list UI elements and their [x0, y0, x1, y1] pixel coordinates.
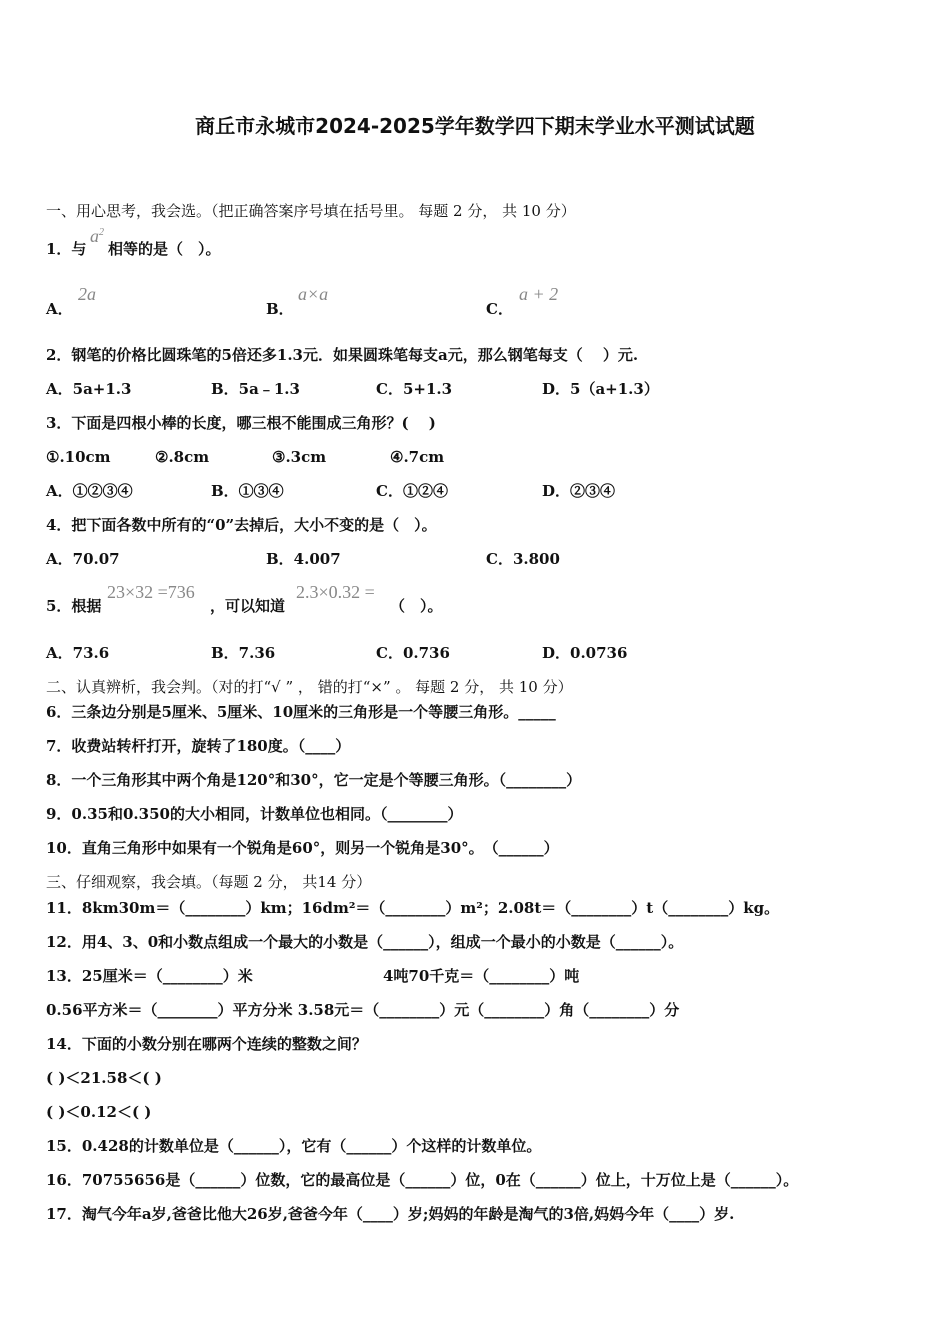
q12-text: 12．用4、3、0和小数点组成一个最大的小数是（______），组成一个最小的小数是（______）。 [46, 933, 684, 951]
q4-option-a: A．70.07 [46, 550, 120, 568]
q3-stick-4: ④.7cm [390, 448, 445, 466]
q2-option-d: D．5（a+1.3） [542, 380, 659, 398]
q4-option-b: B．4.007 [266, 550, 341, 568]
q3-option-b: B．①③④ [211, 482, 284, 500]
q13-part-a: 13．25厘米＝（________）米 [46, 967, 253, 985]
q3-option-a: A．①②③④ [46, 482, 133, 500]
q5-option-a: A．73.6 [46, 644, 110, 662]
q17-text: 17．淘气今年a岁,爸爸比他大26岁,爸爸今年（____）岁;妈妈的年龄是淘气的3倍,妈妈今年（____）岁. [46, 1205, 735, 1223]
q5-suffix: （ ）。 [390, 597, 443, 615]
q11-text: 11．8km30m＝（________）km；16dm²＝（________）m²；2.08t＝（________）t（________）kg。 [46, 899, 780, 917]
q1-prefix: 1．与 [46, 240, 87, 258]
q3-option-d: D．②③④ [542, 482, 616, 500]
q6-text: 6．三条边分别是5厘米、5厘米、10厘米的三角形是一个等腰三角形。_____ [46, 703, 556, 721]
q14-part-b: ( )＜0.12＜( ) [46, 1103, 152, 1121]
q10-text: 10．直角三角形中如果有一个锐角是60°，则另一个锐角是30°。 （______） [46, 839, 559, 857]
q14-part-a: ( )＜21.58＜( ) [46, 1069, 162, 1087]
q1-option-c-label: C． [486, 300, 513, 318]
q5-option-d: D．0.0736 [542, 644, 628, 662]
q15-text: 15．0.428的计数单位是（______），它有（______）个这样的计数单位。 [46, 1137, 542, 1155]
q1-option-a-label: A． [46, 300, 73, 318]
q3-stick-1: ①.10cm [46, 448, 111, 466]
q2-option-b: B．5a﹣1.3 [211, 380, 300, 398]
q5-formula-2: 2.3×0.32 = [296, 582, 375, 602]
section-2-heading: 二、认真辨析，我会判。（对的打“√ ” ， 错的打“×” 。 每题 2 分， 共 10 分） [46, 678, 573, 696]
q4-option-c: C．3.800 [486, 550, 560, 568]
q5-prefix: 5．根据 [46, 597, 102, 615]
q3-stick-3: ③.3cm [272, 448, 327, 466]
q1-suffix: 相等的是（ ）。 [108, 240, 221, 258]
q5-option-c: C．0.736 [376, 644, 450, 662]
q2-option-c: C．5+1.3 [376, 380, 453, 398]
q1-option-a-formula: 2a [78, 284, 96, 304]
q1-option-b-label: B． [266, 300, 294, 318]
page-title: 商丘市永城市2024-2025学年数学四下期末学业水平测试试题 [195, 114, 755, 138]
q3-text: 3．下面是四根小棒的长度，哪三根不能围成三角形？( ) [46, 414, 436, 432]
q1-option-c-formula: a + 2 [519, 284, 559, 304]
q7-text: 7．收费站转杆打开，旋转了180度。（____） [46, 737, 351, 755]
q9-text: 9．0.35和0.350的大小相同，计数单位也相同。（________） [46, 805, 463, 823]
q14-text: 14．下面的小数分别在哪两个连续的整数之间？ [46, 1035, 367, 1053]
section-3-heading: 三、仔细观察，我会填。（每题 2 分， 共14 分） [46, 873, 372, 891]
q16-text: 16．70755656是（______）位数，它的最高位是（______）位，0在（______）位上，十万位上是（______）。 [46, 1171, 799, 1189]
q3-option-c: C．①②④ [376, 482, 448, 500]
section-1-heading: 一、用心思考，我会选。（把正确答案序号填在括号里。 每题 2 分， 共 10 分） [46, 202, 576, 220]
q5-middle: ，可以知道 [210, 597, 286, 615]
q13-part-c: 0.56平方米＝（________）平方分米 3.58元＝（________）元（________）角（________）分 [46, 1001, 680, 1019]
q1-option-b-formula: a×a [298, 284, 329, 304]
q5-formula-1: 23×32 =736 [107, 582, 195, 602]
q2-text: 2．钢笔的价格比圆珠笔的5倍还多1.3元．如果圆珠笔每支a元，那么钢笔每支（ ）元. [46, 346, 639, 364]
q5-option-b: B．7.36 [211, 644, 276, 662]
q2-option-a: A．5a+1.3 [46, 380, 132, 398]
q3-stick-2: ②.8cm [155, 448, 210, 466]
q8-text: 8．一个三角形其中两个角是120°和30°，它一定是个等腰三角形。（________） [46, 771, 582, 789]
q1-formula: $a^2$ [90, 226, 104, 246]
q4-text: 4．把下面各数中所有的“0”去掉后，大小不变的是（ ）。 [46, 516, 437, 534]
q13-part-b: 4吨70千克＝（________）吨 [383, 967, 580, 985]
